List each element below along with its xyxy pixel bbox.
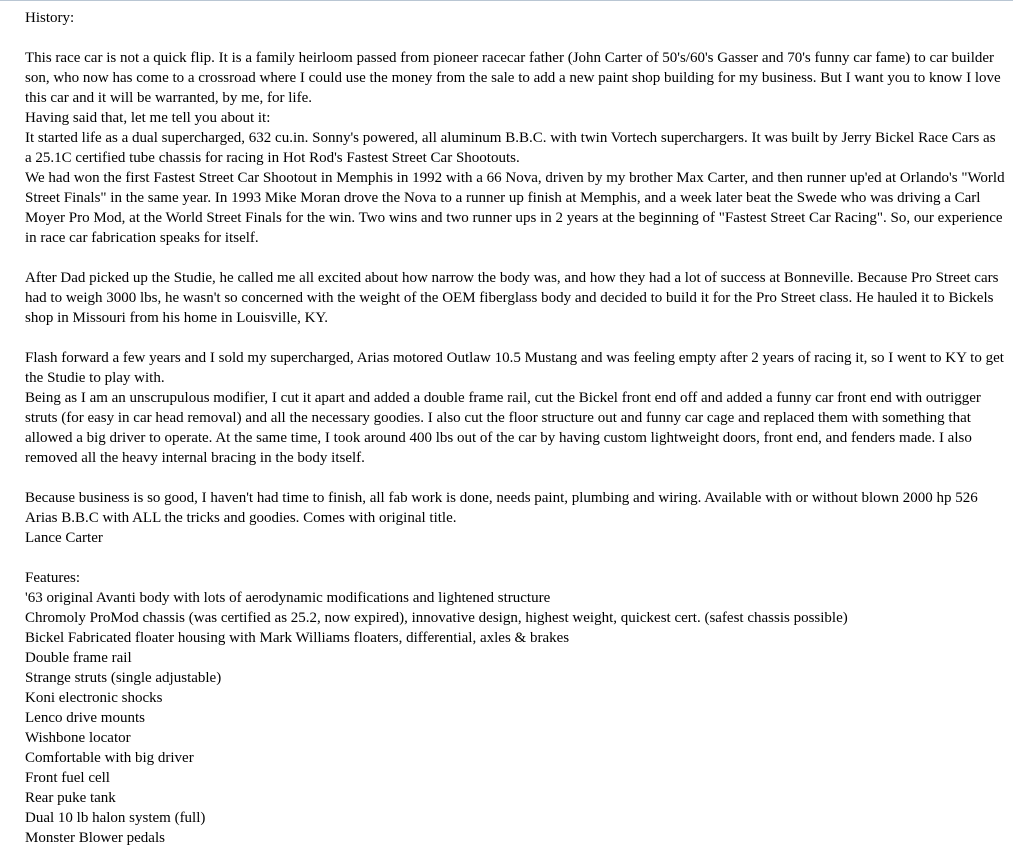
paragraph-flash-forward: Flash forward a few years and I sold my supercharged, Arias motored Outlaw 10.5 Mustang and was feeling empty after 2 years of racing it, so I went to KY to get the Studie to play with. <box>25 350 1004 386</box>
paragraph-modifications: Being as I am an unscrupulous modifier, I cut it apart and added a double frame rail, cut the Bickel front end off and added a funny car front end with outrigger struts (for easy in car head removal) and all the necessary goodies. I also cut the floor structure out and funny car cage and replaced them with something that allowed a big driver to operate. At the same time, I took around 400 lbs out of the car by having custom lightweight doors, front end, and fenders made. I also removed all the heavy internal bracing in the body itself. <box>25 390 981 466</box>
listing-description <box>25 8 1005 848</box>
paragraph-studie-build: After Dad picked up the Studie, he called me all excited about how narrow the body was, and how they had a lot of success at Bonneville. Because Pro Street cars had to weigh 3000 lbs, he wasn't so concerned with the weight of the OEM fiberglass body and decided to build it for the Pro Street class. He hauled it to Bickels shop in Missouri from his home in Louisville, KY. <box>25 270 999 326</box>
feature-item: Chromoly ProMod chassis (was certified as 25.2, now expired), innovative design, highest weight, quickest cert. (safest chassis possible) <box>25 610 848 626</box>
paragraph-availability: Because business is so good, I haven't had time to finish, all fab work is done, needs paint, plumbing and wiring. Available with or without blown 2000 hp 526 Arias B.B.C with ALL the tricks and goodies. Comes with original title. <box>25 490 978 526</box>
feature-item: Monster Blower pedals <box>25 830 165 846</box>
features-heading: Features: <box>25 570 80 586</box>
spacer <box>25 548 1005 568</box>
history-heading: History: <box>25 10 75 26</box>
feature-item: Strange struts (single adjustable) <box>25 670 222 686</box>
feature-item: Comfortable with big driver <box>25 750 194 766</box>
feature-item: Bickel Fabricated floater housing with Mark Williams floaters, differential, axles & brakes <box>25 630 570 646</box>
feature-item: Double frame rail <box>25 650 132 666</box>
paragraph-intro: Having said that, let me tell you about it: <box>25 110 271 126</box>
feature-item: Lenco drive mounts <box>25 710 145 726</box>
paragraph-heirloom: This race car is not a quick flip. It is a family heirloom passed from pioneer racecar father (John Carter of 50's/60's Gasser and 70's funny car fame) to car builder son, who now has come to a crossroad where I could use the money from the sale to add a new paint shop building for my business. But I want you to know I love this car and it will be warranted, by me, for life. <box>25 50 1001 106</box>
feature-item: Rear puke tank <box>25 790 116 806</box>
feature-item: Front fuel cell <box>25 770 110 786</box>
paragraph-racing-history: We had won the first Fastest Street Car Shootout in Memphis in 1992 with a 66 Nova, driven by my brother Max Carter, and then runner up'ed at Orlando's "World Street Finals" in the same year. In 1993 Mike Moran drove the Nova to a runner up finish at Memphis, and a week later beat the Swede who was driving a Carl Moyer Pro Mod, at the World Street Finals for the win. Two wins and two runner ups in 2 years at the beginning of "Fastest Street Car Racing". So, our experience in race car fabrication speaks for itself. <box>25 170 1005 246</box>
feature-item: Koni electronic shocks <box>25 690 163 706</box>
spacer <box>25 468 1005 488</box>
spacer <box>25 28 1005 48</box>
feature-item: '63 original Avanti body with lots of aerodynamic modifications and lightened structure <box>25 590 551 606</box>
paragraph-origin: It started life as a dual supercharged, 632 cu.in. Sonny's powered, all aluminum B.B.C. with twin Vortech superchargers. It was built by Jerry Bickel Race Cars as a 25.1C certified tube chassis for racing in Hot Rod's Fastest Street Car Shootouts. <box>25 130 996 166</box>
spacer <box>25 328 1005 348</box>
feature-item: Wishbone locator <box>25 730 131 746</box>
feature-item: Dual 10 lb halon system (full) <box>25 810 206 826</box>
features-list <box>25 588 1005 848</box>
signature: Lance Carter <box>25 530 103 546</box>
spacer <box>25 248 1005 268</box>
